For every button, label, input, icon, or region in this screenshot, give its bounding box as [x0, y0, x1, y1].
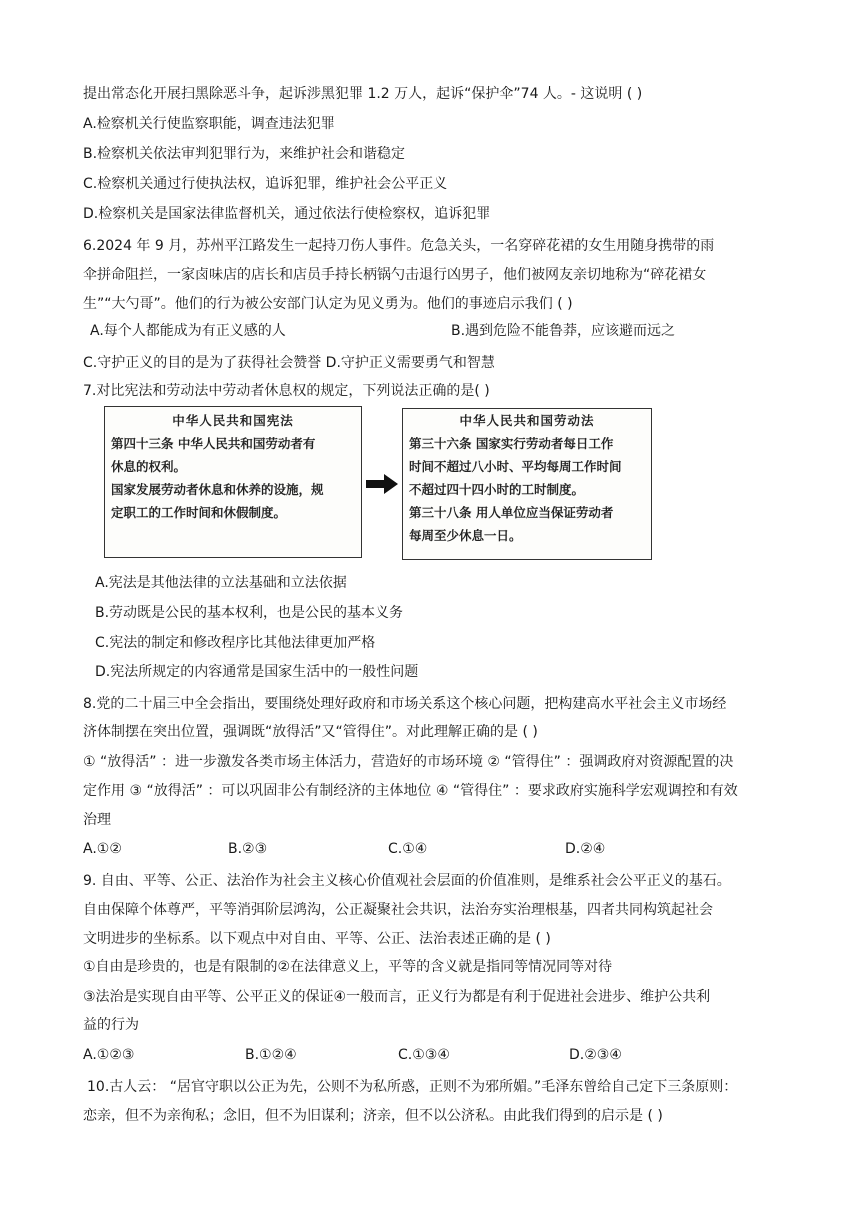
q6-option-cd: C.守护正义的目的是为了获得社会赞誉 D.守护正义需要勇气和智慧: [83, 355, 495, 371]
labor-law-line-1: 第三十六条 国家实行劳动者每日工作: [409, 436, 614, 451]
q9-choices: [83, 1045, 783, 1065]
q7-option-c: C.宪法的制定和修改程序比其他法律更加严格: [95, 635, 376, 651]
q5-option-a: A.检察机关行使监察职能，调查违法犯罪: [83, 116, 335, 132]
constitution-line-4: 定职工的工作时间和休假制度。: [111, 505, 287, 520]
labor-law-title: 中华人民共和国劳动法: [459, 413, 595, 428]
constitution-box: [104, 406, 362, 558]
labor-law-line-2: 时间不超过八小时、平均每周工作时间: [409, 459, 622, 474]
q7-option-a: A.宪法是其他法律的立法基础和立法依据: [95, 575, 347, 591]
q5-option-b: B.检察机关依法审判犯罪行为，来维护社会和谐稳定: [83, 146, 406, 162]
q8-choice-b: B.②③: [228, 841, 268, 857]
q8-line-1: 8.党的二十届三中全会指出，要围绕处理好政府和市场关系这个核心问题，把构建高水平社会主义市场经: [83, 696, 727, 712]
labor-law-line-4: 第三十八条 用人单位应当保证劳动者: [409, 505, 614, 520]
q5-option-c: C.检察机关通过行使执法权，追诉犯罪，维护社会公平正义: [83, 176, 448, 192]
labor-law-line-3: 不超过四十四小时的工时制度。: [409, 482, 585, 497]
q6-stem-line-2: 伞拼命阻拦，一家卤味店的店长和店员手持长柄锅勺击退行凶男子，他们被网友亲切地称为“碎花裙女: [83, 267, 707, 283]
q7-stem: 7.对比宪法和劳动法中劳动者休息权的规定，下列说法正确的是( ): [83, 383, 490, 399]
q8-line-2: 济体制摆在突出位置，强调既“放得活”又“管得住”。对此理解正确的是 ( ): [83, 724, 538, 740]
q9-choice-a: A.①②③: [83, 1047, 135, 1063]
q7-option-d: D.宪法所规定的内容通常是国家生活中的一般性问题: [95, 664, 419, 680]
q8-choice-d: D.②④: [565, 841, 606, 857]
q9-choice-c: C.①③④: [398, 1047, 450, 1063]
q9-line-5: ③法治是实现自由平等、公平正义的保证④一般而言，正义行为都是有利于促进社会进步、维护公共利: [83, 989, 711, 1005]
labor-law-box: [402, 408, 652, 560]
labor-law-line-5: 每周至少休息一日。: [409, 528, 522, 543]
law-comparison-figure: [104, 406, 652, 560]
q8-line-3: ① “放得活” ：进一步激发各类市场主体活力，营造好的市场环境 ② “管得住” ：强调政府对资源配置的决: [83, 754, 734, 770]
constitution-line-1: 第四十三条 中华人民共和国劳动者有: [111, 436, 316, 451]
q5-option-d: D.检察机关是国家法律监督机关，通过依法行使检察权，追诉犯罪: [83, 206, 491, 222]
q8-line-4: 定作用 ③ “放得活” ：可以巩固非公有制经济的主体地位 ④ “管得住” ：要求政府实施科学宏观调控和有效: [83, 783, 738, 799]
q9-line-1: 9. 自由、平等、公正、法治作为社会主义核心价值观社会层面的价值准则，是维系社会公平正义的基石。: [83, 873, 731, 889]
q6-option-b: B.遇到危险不能鲁莽，应该避而远之: [451, 323, 676, 339]
q6-stem-line-3: 生”“大勺哥”。他们的行为被公安部门认定为见义勇为。他们的事迹启示我们 ( ): [83, 296, 573, 312]
q8-choice-a: A.①②: [83, 841, 122, 857]
constitution-title: 中华人民共和国宪法: [172, 413, 294, 428]
q10-line-1: 10.古人云： “居官守职以公正为先，公则不为私所惑，正则不为邪所媚。”毛泽东曾给自己定下三条原则：: [87, 1079, 738, 1095]
constitution-line-2: 休息的权利。: [111, 459, 187, 474]
q9-choice-d: D.②③④: [569, 1047, 622, 1063]
q7-option-b: B.劳动既是公民的基本权利，也是公民的基本义务: [95, 605, 404, 621]
q8-choices: [83, 839, 783, 859]
q5-stem: 提出常态化开展扫黑除恶斗争，起诉涉黑犯罪 1.2 万人，起诉“保护伞”74 人。- 这说明 ( ): [83, 86, 643, 102]
q9-choice-b: B.①②④: [245, 1047, 297, 1063]
q6-option-a: A.每个人都能成为有正义感的人: [90, 323, 286, 339]
q8-choice-c: C.①④: [388, 841, 428, 857]
q9-line-4: ①自由是珍贵的，也是有限制的②在法律意义上，平等的含义就是指同等情况同等对待: [83, 959, 613, 975]
q10-line-2: 恋亲，但不为亲徇私；念旧，但不为旧谋利；济亲，但不以公济私。由此我们得到的启示是 ( ): [83, 1108, 663, 1124]
q6-stem-line-1: 6.2024 年 9 月，苏州平江路发生一起持刀伤人事件。危急关头，一名穿碎花裙的女生用随身携带的雨: [83, 238, 715, 254]
constitution-line-3: 国家发展劳动者休息和休养的设施，规: [111, 482, 324, 497]
q9-line-6: 益的行为: [83, 1017, 139, 1033]
q8-line-5: 治理: [83, 812, 111, 828]
q9-line-3: 文明进步的坐标系。以下观点中对自由、平等、公正、法治表述正确的是 ( ): [83, 931, 551, 947]
q9-line-2: 自由保障个体尊严，平等消弭阶层鸿沟，公正凝聚社会共识，法治夯实治理根基，四者共同构筑起社会: [83, 902, 713, 918]
right-arrow-icon: [366, 474, 398, 494]
